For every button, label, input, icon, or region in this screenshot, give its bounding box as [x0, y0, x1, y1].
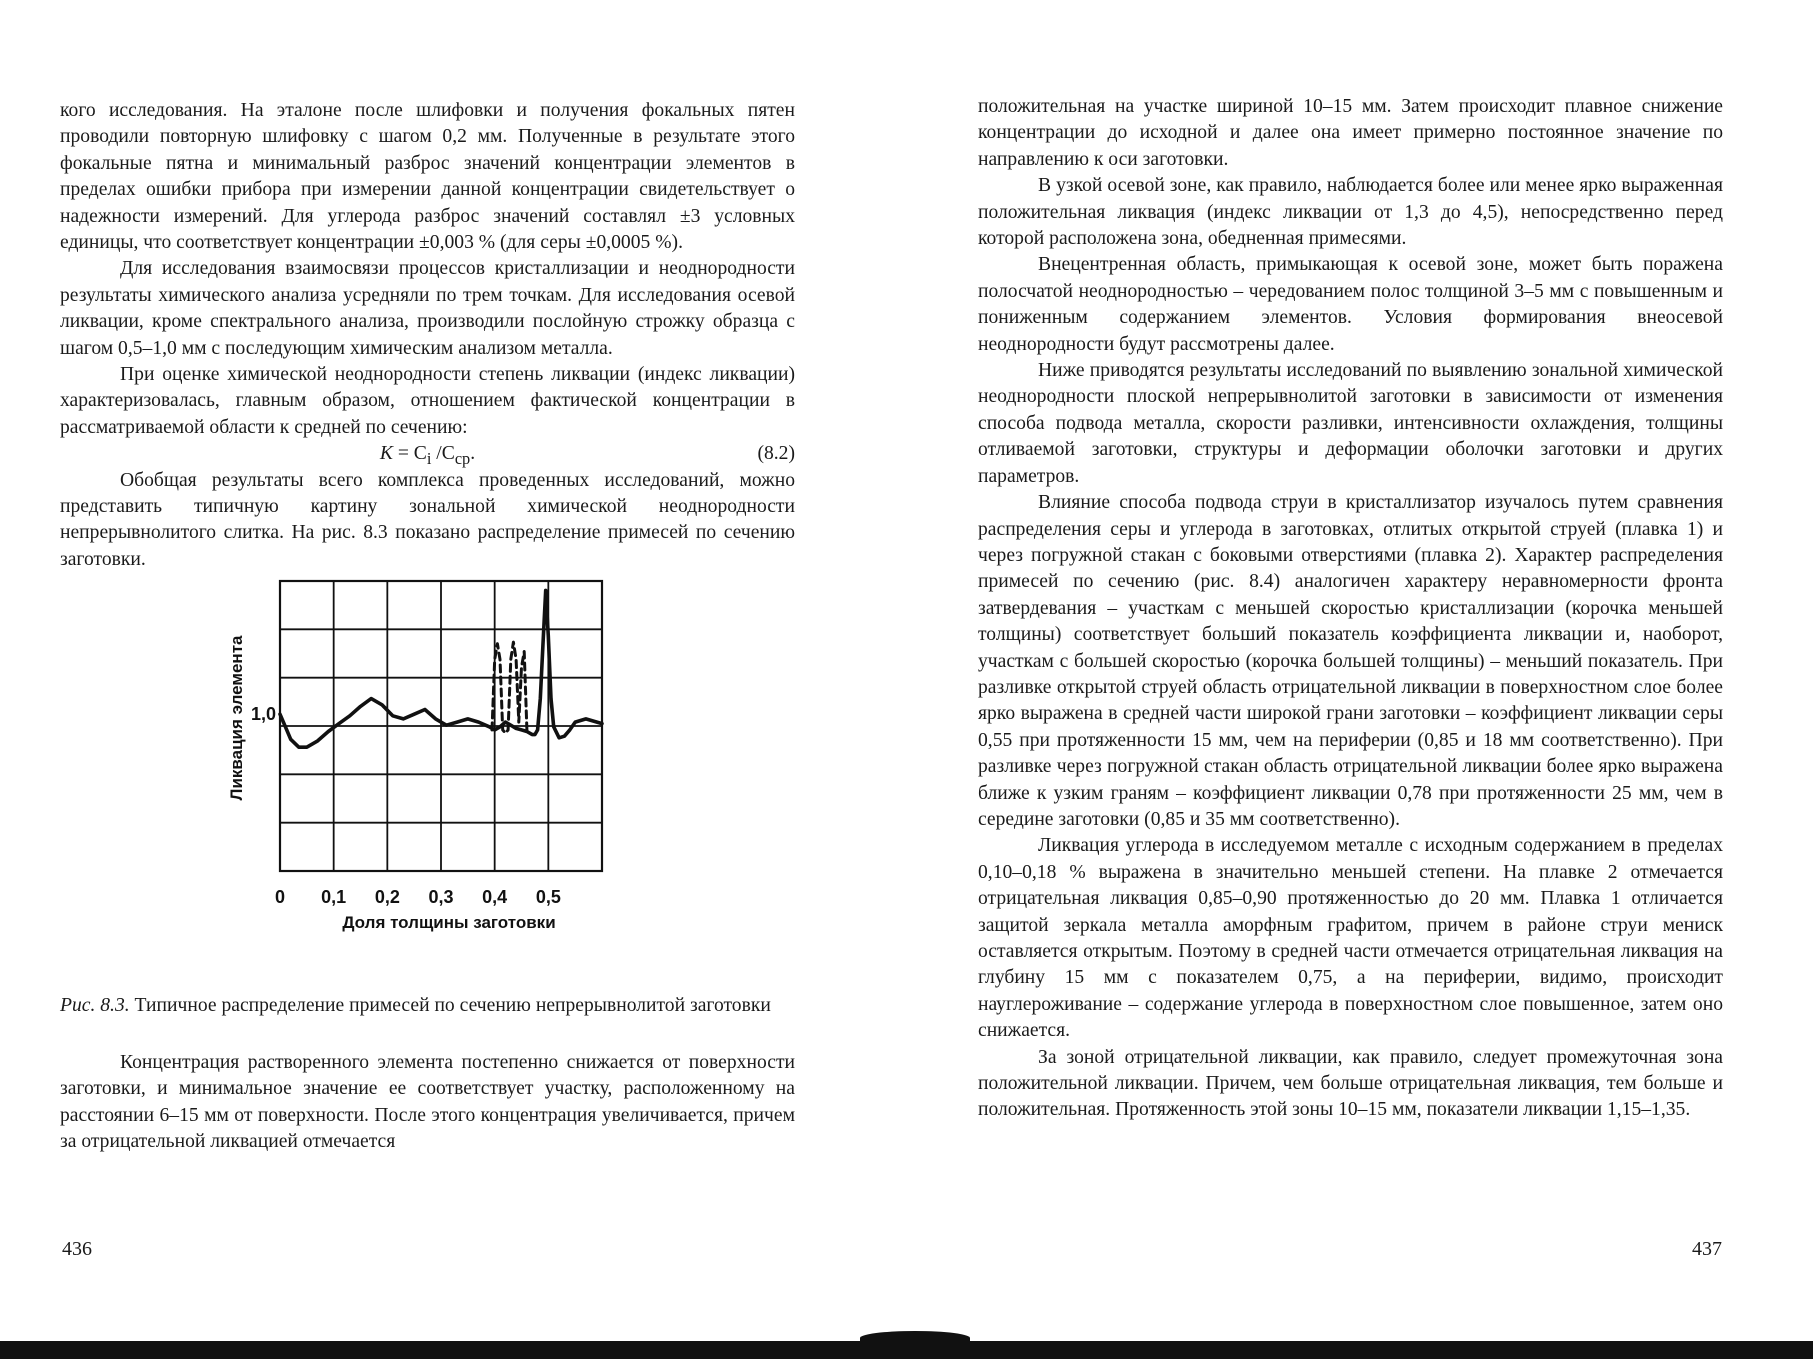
scan-edge-bar [0, 1341, 1813, 1359]
page-number-left: 436 [62, 1238, 92, 1260]
y-axis-label: Ликвация элемента [227, 635, 246, 801]
figure-caption-text: Типичное распределение примесей по сечению непрерывнолитой заготовки [129, 995, 771, 1017]
page-number-right: 437 [1692, 1238, 1722, 1260]
series-line-dashed [492, 642, 527, 733]
spacer [60, 1020, 795, 1050]
paragraph: При оценке химической неоднородности степень ликвации (индекс ликвации) характеризовалась, главным образом, отношением фактической концентрации в рассматриваемой области к средней по сечению: [60, 364, 795, 438]
figure-caption [60, 993, 795, 1019]
paragraph: положительная на участке шириной 10–15 мм. Затем происходит плавное снижение концентрации до исходной и далее она имеет примерно постоянное значение по направлению к оси заготовки. [978, 96, 1723, 170]
left-text-column [60, 98, 795, 1155]
formula-expression: $K = C_i$ $/C_{ср}$. [379, 443, 476, 469]
paragraph: Внецентренная область, примыкающая к осевой зоне, может быть поражена полосчатой неоднородностью – чередованием полос толщиной 3–5 мм с повышенным и пониженным содержанием элементов. Условия формирования внеосевой неоднородности будут рассмотрены далее. [978, 254, 1723, 355]
x-tick-label: 0,5 [535, 887, 561, 908]
left-page [0, 0, 906, 1359]
y-tick-label: 1,0 [250, 704, 276, 725]
x-axis-label: Доля толщины заготовки [342, 913, 556, 933]
x-tick-label: 0,2 [374, 887, 400, 908]
paragraph: В узкой осевой зоне, как правило, наблюдается более или менее ярко выраженная положительная ликвация (индекс ликвации от 1,3 до 4,5), непосредственно перед которой расположена зона, обедненная примесями. [978, 175, 1723, 250]
paragraph: Обобщая результаты всего комплекса проведенных исследований, можно представить типичную картину зональной химической неоднородности непрерывнолитого слитка. На рис. 8.3 показано распределение примесей по сечению заготовки. [60, 469, 795, 570]
paragraph: Для исследования взаимосвязи процессов кристаллизации и неоднородности результаты химического анализа усредняли по трем точкам. Для исследования осевой ликвации, кроме спектрального анализа, производили послойную строжку образца с шагом 0,5–1,0 мм с последующим химическим анализом металла. [60, 258, 795, 359]
paragraph: За зоной отрицательной ликвации, как правило, следует промежуточная зона положительной ликвации. Причем, чем больше отрицательная ликвация, тем больше и положительная. Протяженность этой зоны 10–15 мм, показатели ликвации 1,15–1,35. [978, 1046, 1723, 1121]
x-tick-label: 0,3 [428, 887, 454, 908]
x-tick-label: 0 [274, 887, 286, 908]
right-page [906, 0, 1813, 1359]
paragraph: Концентрация растворенного элемента постепенно снижается от поверхности заготовки, и минимальное значение ее соответствует участку, расположенному на расстоянии 6–15 мм от поверхности. После этого концентрация увеличивается, причем за отрицательной ликвацией отмечается [60, 1051, 795, 1152]
figure-8-3 [60, 581, 795, 993]
x-tick-label: 0,4 [482, 887, 508, 908]
paragraph: Влияние способа подвода струи в кристаллизатор изучалось путем сравнения распределения серы и углерода в заготовках, отлитых открытой струей (плавка 1) и через погружной стакан с боковыми отверстиями (плавка 2). Характер распределения примесей по сечению (рис. 8.4) аналогичен характеру неравномерности фронта затвердевания – участкам с меньшей скоростью кристаллизации (корочка меньшей толщины) соответствует больший показатель коэффициента ликвации и, наоборот, участкам с большей скоростью (корочка большей толщины) – меньший показатель. При разливке открытой струей область отрицательной ликвации в поверхностном слое более ярко выражена в средней части широкой грани заготовки – коэффициент ликвации серы 0,55 при протяженности 15 мм, чем на периферии (0,85 и 18 мм соответственно). При разливке через погружной стакан область отрицательной ликвации более ярко выражена ближе к узким граням – коэффициент ликвации 0,78 при протяженности 25 мм, чем в середине заготовки (0,85 и 35 мм соответственно). [978, 492, 1723, 830]
paragraph: кого исследования. На эталоне после шлифовки и получения фокальных пятен проводили повторную шлифовку с шагом 0,2 мм. Полученные в результате этого фокальные пятна и минимальный разброс значений концентрации элементов в пределах ошибки прибора при измерении данной концентрации свидетельствует о надежности измерений. Для углерода разброс значений составлял ±3 условных единицы, что соответствует концентрации ±0,003 % (для серы ±0,0005 %). [60, 100, 795, 254]
formula-number: (8.2) [757, 443, 795, 465]
paragraph: Ниже приводятся результаты исследований по выявлению зональной химической неоднородности плоской непрерывнолитой заготовки в зависимости от изменения способа подвода металла, скорости разливки, интенсивности охлаждения, толщины отливаемой заготовки, структуры и деформации оболочки заготовки и других параметров. [978, 360, 1723, 487]
x-tick-label: 0,1 [321, 887, 347, 908]
figure-label: Рис. 8.3. [60, 995, 130, 1017]
formula-8-2 [60, 441, 795, 467]
segregation-chart [60, 581, 795, 993]
right-text-column [978, 94, 1723, 1124]
paragraph: Ликвация углерода в исследуемом металле с исходным содержанием в пределах 0,10–0,18 % выражена в значительно меньшей степени. На плавке 2 отмечается отрицательная ликвация 0,85–0,90 протяженностью до 20 мм. Плавка 1 отличается защитой зеркала металла аморфным графитом, причем в районе струи мениск оставляется открытым. Поэтому в средней части отмечается отрицательная ликвация на глубину 15 мм с показателем 0,75, а на периферии, видимо, происходит науглероживание – содержание углерода в поверхностном слое повышенное, затем оно снижается. [978, 835, 1723, 1042]
